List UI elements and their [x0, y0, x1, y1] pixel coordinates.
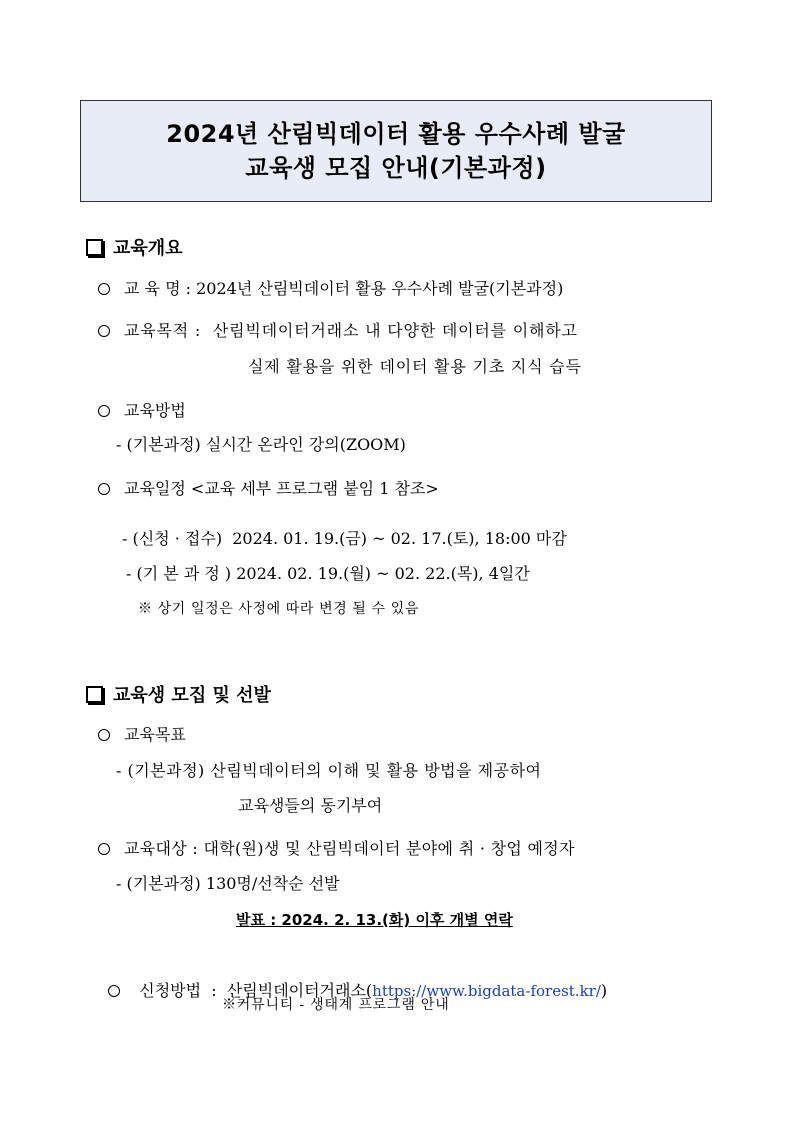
course-name-value: 2024년 산림빅데이터 활용 우수사례 발굴(기본과정) [196, 279, 564, 298]
circle-bullet-icon [98, 843, 110, 855]
goal-line-1: - (기본과정) 산림빅데이터의 이해 및 활용 방법을 제공하여 [116, 761, 542, 780]
schedule-item-2: - (기 본 과 정 ) 2024. 02. 19.(월) ~ 02. 22.(목), 4일간 [126, 564, 530, 583]
method-item: - (기본과정) 실시간 온라인 강의(ZOOM) [116, 435, 406, 454]
purpose-line-2: 실제 활용을 위한 데이터 활용 기초 지식 습득 [248, 357, 582, 376]
target-row [98, 838, 575, 860]
title-box [80, 100, 712, 202]
target-label: 교육대상 : 대학(원)생 및 산림빅데이터 분야에 취 · 창업 예정자 [124, 839, 575, 858]
section-heading-text: 교육생 모집 및 선발 [113, 685, 271, 706]
course-name-label: 교 육 명 : [124, 279, 192, 298]
goal-label: 교육목표 [124, 725, 186, 744]
section-heading-text: 교육개요 [113, 238, 183, 259]
square-bullet-icon [86, 686, 103, 703]
method-row [98, 400, 186, 422]
title-line-1: 2024년 산림빅데이터 활용 우수사례 발굴 [166, 120, 626, 148]
circle-bullet-icon [98, 405, 110, 417]
apply-url-link[interactable]: https://www.bigdata-forest.kr/ [372, 982, 601, 1000]
apply-label: 신청방법 : 산림빅데이터거래소( [139, 981, 373, 1000]
course-name-row [98, 278, 563, 300]
circle-bullet-icon [108, 985, 120, 997]
section-heading-overview [86, 234, 183, 260]
section-heading-recruit [86, 681, 271, 707]
circle-bullet-icon [98, 325, 110, 337]
circle-bullet-icon [98, 483, 110, 495]
purpose-row [98, 320, 578, 342]
purpose-line-1: 산림빅데이터거래소 내 다양한 데이터를 이해하고 [212, 321, 578, 340]
goal-row [98, 724, 186, 746]
title-line-2: 교육생 모집 안내(기본과정) [245, 154, 547, 182]
circle-bullet-icon [98, 729, 110, 741]
schedule-note: ※ 상기 일정은 사정에 따라 변경 될 수 있음 [138, 601, 419, 617]
target-item: - (기본과정) 130명/선착순 선발 [116, 874, 340, 893]
announcement: 발표 : 2024. 2. 13.(화) 이후 개별 연락 [236, 911, 513, 929]
goal-line-2: 교육생들의 동기부여 [238, 796, 383, 815]
apply-note: ※커뮤니티 - 생태계 프로그램 안내 [222, 997, 450, 1013]
circle-bullet-icon [98, 283, 110, 295]
schedule-label: 교육일정 <교육 세부 프로그램 붙임 1 참조> [124, 479, 439, 498]
purpose-label: 교육목적 : [124, 321, 202, 340]
schedule-item-1: - (신청 · 접수) 2024. 01. 19.(금) ~ 02. 17.(토), 18:00 마감 [122, 529, 567, 548]
square-bullet-icon [86, 239, 103, 256]
schedule-row [98, 478, 439, 500]
apply-close: ) [600, 981, 608, 1000]
method-label: 교육방법 [124, 401, 186, 420]
